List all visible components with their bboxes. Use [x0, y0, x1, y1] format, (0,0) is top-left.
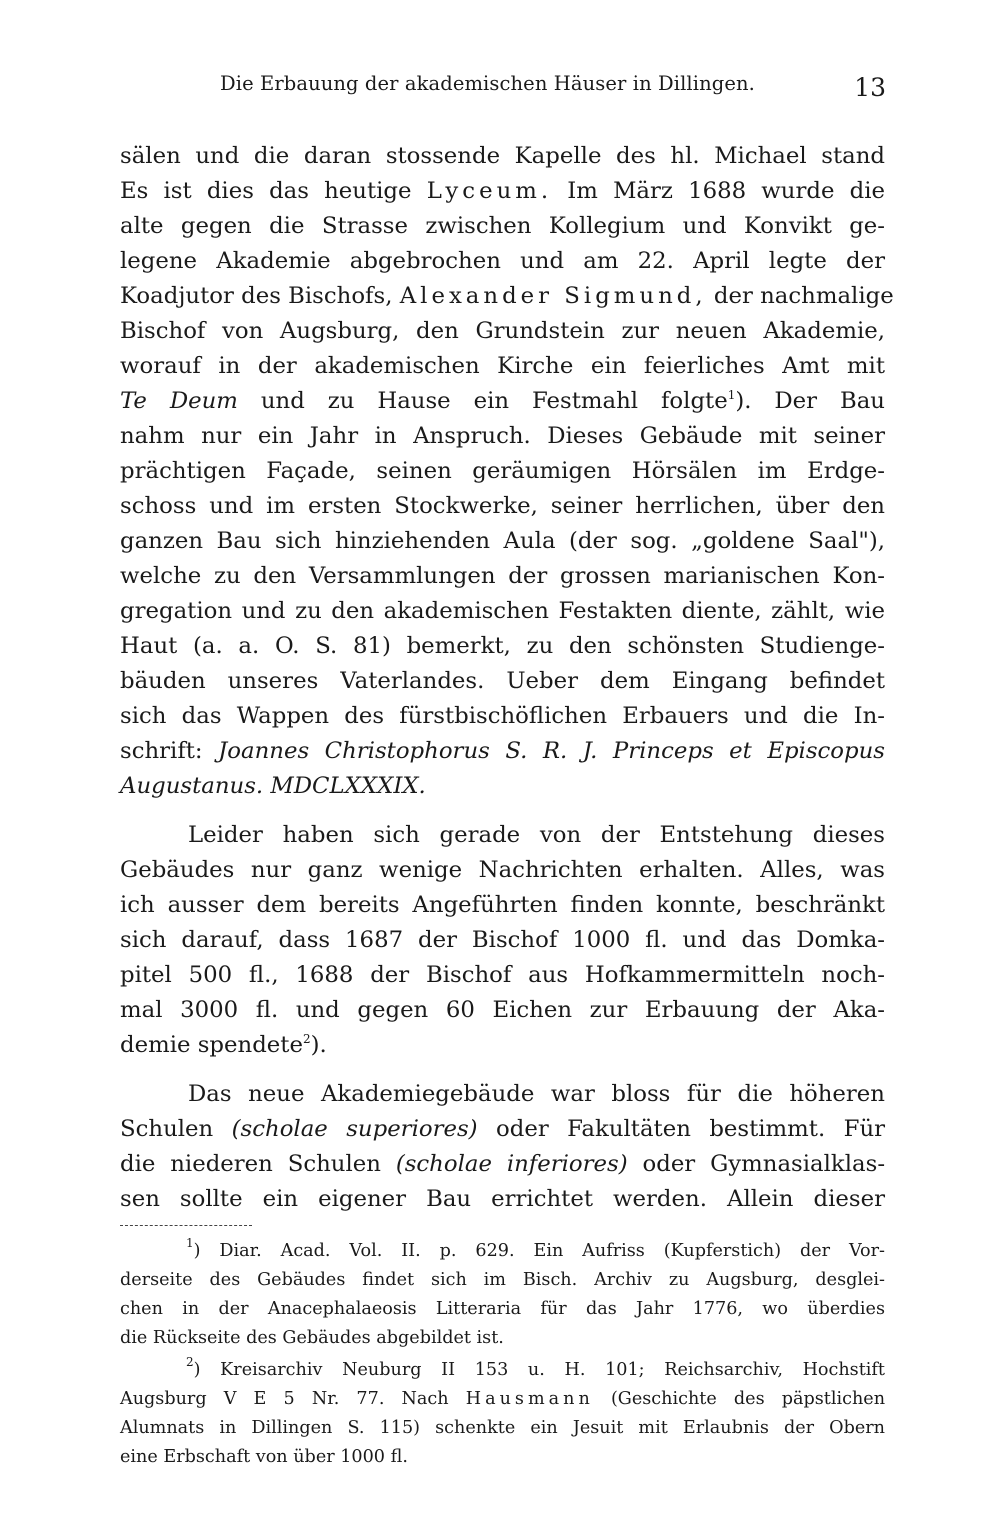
text-line: Das neue Akademiegebäude war bloss für die höheren: [188, 1081, 885, 1107]
text-line: Leider haben sich gerade von der Entstehung dieses: [188, 822, 885, 848]
text-line: sich darauf, dass 1687 der Bischof 1000 fl. und das Domka-: [120, 927, 885, 953]
footnote-marker-2: 2: [186, 1355, 194, 1369]
footnote-divider: [120, 1225, 252, 1226]
italic-inscription: Augustanus. MDCLXXXIX.: [120, 773, 426, 799]
text-line: Haut (a. a. O. S. 81) bemerkt, zu den schönsten Studienge-: [120, 633, 885, 659]
text-line: prächtigen Façade, seinen geräumigen Hörsälen im Erdge-: [120, 458, 885, 484]
text-line: bäuden unseres Vaterlandes. Ueber dem Eingang befindet: [120, 668, 885, 694]
spaced-name: Alexander Sigmund,: [399, 283, 707, 309]
page-number: 13: [854, 73, 886, 102]
footnote-marker-1: 1: [186, 1236, 194, 1250]
text-line: [120, 769, 885, 804]
running-title: Die Erbauung der akademischen Häuser in Dillingen.: [220, 72, 755, 95]
text-line: Gebäudes nur ganz wenige Nachrichten erhalten. Alles, was: [120, 857, 885, 883]
page-header: [120, 72, 900, 106]
footnote-line: die Rückseite des Gebäudes abgebildet ist.: [120, 1328, 504, 1348]
text-line: sen sollte ein eigener Bau errichtet werden. Allein dieser: [120, 1186, 885, 1212]
footnote-ref-2: 2: [302, 1032, 311, 1046]
text-line: nahm nur ein Jahr in Anspruch. Dieses Gebäude mit seiner: [120, 423, 885, 449]
text-line: Bischof von Augsburg, den Grundstein zur neuen Akademie,: [120, 318, 885, 344]
italic-latin: (scholae inferiores): [395, 1151, 628, 1177]
text-line: Es ist dies das heutige Lyceum. Im März 1688 wurde die: [120, 178, 885, 204]
text-line: mal 3000 fl. und gegen 60 Eichen zur Erbauung der Aka-: [120, 997, 885, 1023]
text-line: gregation und zu den akademischen Festakten diente, zählt, wie: [120, 598, 885, 624]
text-line: schoss und im ersten Stockwerke, seiner herrlichen, über den: [120, 493, 885, 519]
text-line: die niederen Schulen (scholae inferiores) oder Gymnasialklas-: [120, 1151, 886, 1177]
text-line: welche zu den Versammlungen der grossen marianischen Kon-: [120, 563, 885, 589]
text-line: worauf in der akademischen Kirche ein feierliches Amt mit: [120, 353, 885, 379]
text-line: legene Akademie abgebrochen und am 22. April legte der: [120, 248, 885, 274]
text-line: schrift: Joannes Christophorus S. R. J. Princeps et Episcopus: [120, 738, 886, 764]
italic-latin: Te Deum: [120, 388, 238, 414]
spaced-emphasis: Lyceum.: [426, 178, 553, 204]
spaced-name: Hausmann: [465, 1389, 594, 1409]
italic-inscription: Joannes Christophorus S. R. J. Princeps et Episcopus: [218, 738, 886, 764]
text-line: Te Deum und zu Hause ein Festmahl folgte$^1$). Der Bau: [120, 388, 885, 414]
text-line: ich ausser dem bereits Angeführten finden konnte, beschränkt: [120, 892, 885, 918]
footnote-line: derseite des Gebäudes findet sich im Bisch. Archiv zu Augsburg, desglei-: [120, 1270, 885, 1290]
text-line: sälen und die daran stossende Kapelle des hl. Michael stand: [120, 143, 885, 169]
footnote-ref-1: 1: [727, 388, 736, 402]
footnote-line: $^1$) Diar. Acad. Vol. II. p. 629. Ein Aufriss (Kupferstich) der Vor-: [186, 1236, 885, 1261]
footnote-line: Augsburg V E 5 Nr. 77. Nach Hausmann (Geschichte des päpstlichen: [120, 1389, 886, 1409]
footnote-line: chen in der Anacephalaeosis Litteraria für das Jahr 1776, wo überdies: [120, 1299, 885, 1319]
footnote-line: $^2$) Kreisarchiv Neuburg II 153 u. H. 101; Reichsarchiv, Hochstift: [186, 1355, 885, 1380]
text-line: pitel 500 fl., 1688 der Bischof aus Hofkammermitteln noch-: [120, 962, 885, 988]
text-line: alte gegen die Strasse zwischen Kollegium und Konvikt ge-: [120, 213, 885, 239]
footnote-line: Alumnats in Dillingen S. 115) schenkte ein Jesuit mit Erlaubnis der Obern: [120, 1418, 885, 1438]
footnote-line: eine Erbschaft von über 1000 fl.: [120, 1447, 408, 1467]
text-line: ganzen Bau sich hinziehenden Aula (der sog. „goldene Saal"),: [120, 528, 885, 554]
text-line: Schulen (scholae superiores) oder Fakultäten bestimmt. Für: [120, 1116, 886, 1142]
text-line: Koadjutor des Bischofs, Alexander Sigmund, der nachmalige: [120, 283, 894, 309]
text-line: sich das Wappen des fürstbischöflichen Erbauers und die In-: [120, 703, 885, 729]
italic-latin: (scholae superiores): [231, 1116, 478, 1142]
text-line: demie spendete$^2$).: [120, 1032, 327, 1058]
